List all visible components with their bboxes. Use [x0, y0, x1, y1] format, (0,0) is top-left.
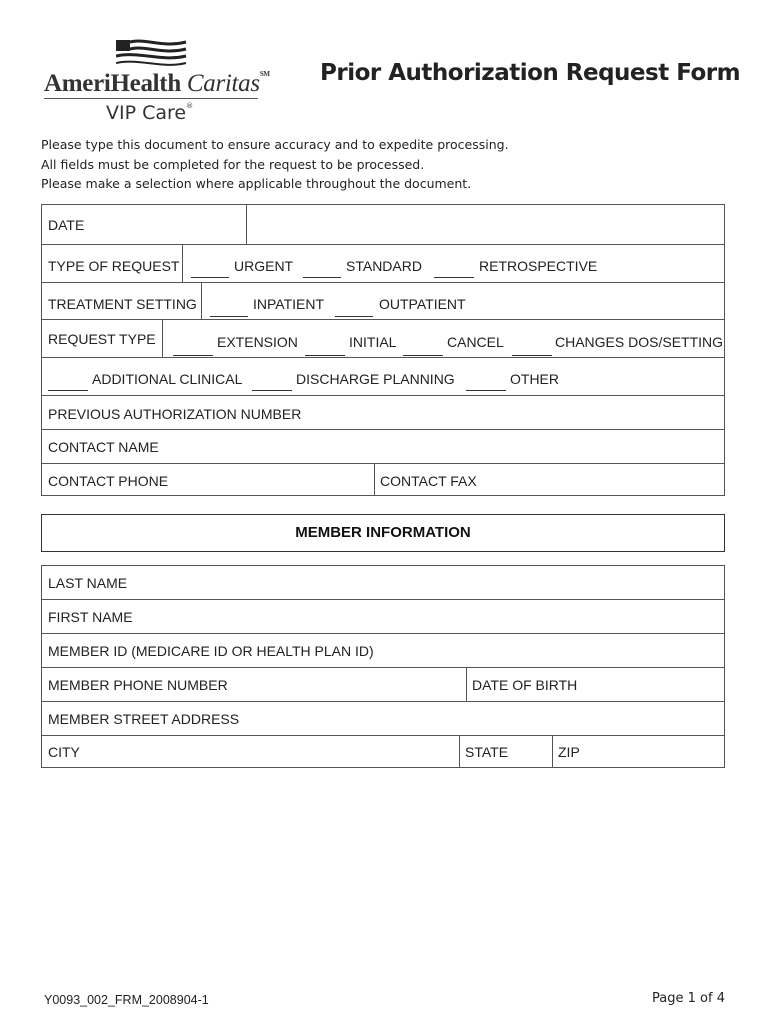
form-code: Y0093_002_FRM_2008904-1: [44, 993, 209, 1007]
contact-phone-label: CONTACT PHONE: [48, 473, 169, 489]
type-of-request-options: [182, 245, 724, 282]
other-checkbox[interactable]: [466, 390, 506, 391]
changes-dos-setting-option: CHANGES DOS/SETTING: [555, 334, 724, 350]
member-id-row[interactable]: [42, 633, 724, 667]
instruction-line: Please make a selection where applicable throughout the document.: [41, 176, 472, 191]
additional-options-row: [42, 357, 724, 395]
contact-name-row[interactable]: [42, 429, 724, 463]
instruction-line: All fields must be completed for the request to be processed.: [41, 156, 425, 172]
first-name-row[interactable]: [42, 599, 724, 633]
retrospective-option: RETROSPECTIVE: [479, 258, 598, 274]
logo-brand: AmeriHealth Caritas℠: [44, 70, 270, 97]
date-label: DATE: [48, 217, 85, 233]
additional-clinical-checkbox[interactable]: [48, 390, 88, 391]
initial-option: INITIAL: [349, 334, 397, 350]
cancel-checkbox[interactable]: [403, 355, 443, 356]
zip-field[interactable]: [552, 736, 724, 767]
logo-subtitle: VIP Care®: [106, 102, 194, 124]
treatment-setting-row: [42, 282, 724, 319]
first-name-label: FIRST NAME: [48, 609, 133, 625]
standard-option: STANDARD: [346, 258, 422, 274]
zip-label: ZIP: [558, 744, 580, 760]
discharge-planning-checkbox[interactable]: [252, 390, 292, 391]
treatment-setting-label: TREATMENT SETTING: [48, 296, 197, 312]
discharge-planning-option: DISCHARGE PLANNING: [296, 371, 455, 387]
member-information-heading: MEMBER INFORMATION: [41, 514, 725, 552]
state-label: STATE: [465, 744, 509, 760]
standard-checkbox[interactable]: [303, 277, 341, 278]
instruction-line: Please type this document to ensure accuracy and to expedite processing.: [41, 137, 509, 152]
street-address-row[interactable]: [42, 701, 724, 735]
other-option: OTHER: [510, 371, 559, 387]
date-of-birth-label: DATE OF BIRTH: [472, 677, 578, 693]
state-field[interactable]: [459, 736, 552, 767]
date-row: [42, 205, 724, 244]
additional-clinical-option: ADDITIONAL CLINICAL: [92, 371, 243, 387]
contact-fax-field[interactable]: [374, 464, 724, 495]
member-phone-label: MEMBER PHONE NUMBER: [48, 677, 228, 693]
urgent-checkbox[interactable]: [191, 277, 229, 278]
contact-name-label: CONTACT NAME: [48, 439, 159, 455]
extension-checkbox[interactable]: [173, 355, 213, 356]
request-type-label: REQUEST TYPE: [48, 331, 156, 347]
last-name-label: LAST NAME: [48, 575, 128, 591]
date-field[interactable]: [246, 205, 724, 244]
treatment-setting-options: [201, 283, 724, 319]
amerihealth-caritas-logo: [40, 38, 270, 128]
type-of-request-row: [42, 244, 724, 282]
outpatient-checkbox[interactable]: [335, 316, 373, 317]
flag-icon: [116, 38, 188, 68]
initial-checkbox[interactable]: [305, 355, 345, 356]
phone-dob-row: [42, 667, 724, 701]
type-of-request-label: TYPE OF REQUEST: [48, 258, 180, 274]
previous-authorization-label: PREVIOUS AUTHORIZATION NUMBER: [48, 406, 302, 422]
previous-authorization-row[interactable]: [42, 395, 724, 429]
contact-fax-label: CONTACT FAX: [380, 473, 477, 489]
member-id-label: MEMBER ID (MEDICARE ID OR HEALTH PLAN ID): [48, 643, 374, 659]
logo-divider: [44, 98, 258, 99]
street-address-label: MEMBER STREET ADDRESS: [48, 711, 240, 727]
page-number: Page 1 of 4: [652, 991, 725, 1006]
inpatient-checkbox[interactable]: [210, 316, 248, 317]
request-type-row: [42, 319, 724, 357]
cancel-option: CANCEL: [447, 334, 504, 350]
last-name-row[interactable]: [42, 566, 724, 599]
member-table: [41, 565, 725, 768]
retrospective-checkbox[interactable]: [434, 277, 474, 278]
contact-phone-fax-row: [42, 463, 724, 495]
extension-option: EXTENSION: [217, 334, 298, 350]
request-type-options: [162, 320, 724, 357]
changes-dos-setting-checkbox[interactable]: [512, 355, 552, 356]
request-table: [41, 204, 725, 496]
outpatient-option: OUTPATIENT: [379, 296, 466, 312]
city-label: CITY: [48, 744, 80, 760]
urgent-option: URGENT: [234, 258, 294, 274]
city-state-zip-row: [42, 735, 724, 767]
page-title: Prior Authorization Request Form: [320, 60, 741, 86]
inpatient-option: INPATIENT: [253, 296, 325, 312]
instructions: [41, 135, 509, 194]
date-of-birth-field[interactable]: [466, 668, 724, 701]
